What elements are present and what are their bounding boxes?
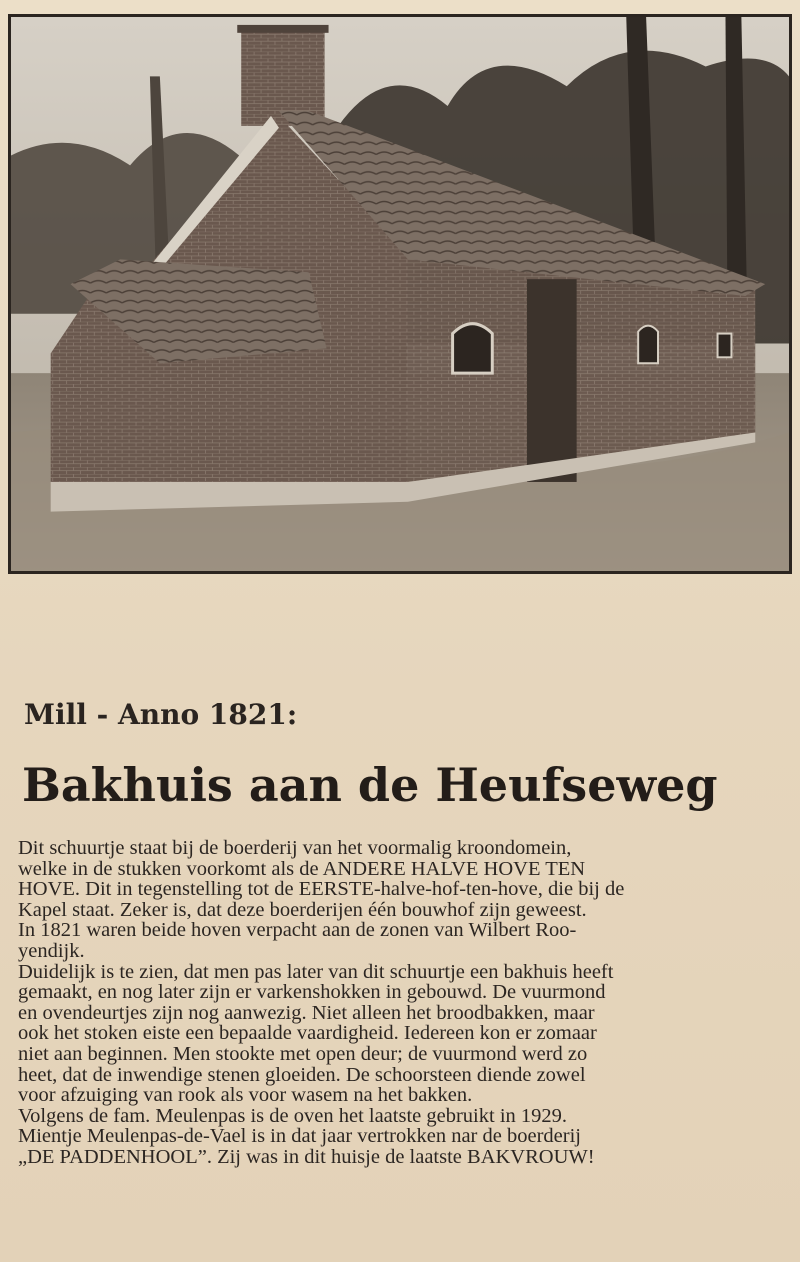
text-line: In 1821 waren beide hoven verpacht aan de zonen van Wilbert Roo-	[18, 919, 577, 942]
text-line: gemaakt, en nog later zijn er varkenshokken in gebouwd. De vuurmond	[18, 981, 606, 1004]
text-line: Kapel staat. Zeker is, dat deze boerderijen één bouwhof zijn geweest.	[18, 898, 587, 921]
text-line: niet aan beginnen. Men stookte met open deur; de vuurmond werd zo	[18, 1042, 588, 1065]
text-line: Volgens de fam. Meulenpas is de oven het laatste gebruikt in 1929.	[18, 1104, 568, 1127]
paragraph	[18, 838, 796, 962]
article-kicker: Mill - Anno 1821:	[24, 698, 298, 731]
text-line: heet, dat de inwendige stenen gloeiden. De schoorsteen diende zowel	[18, 1063, 586, 1086]
text-line: en ovendeurtjes zijn nog aanwezig. Niet alleen het broodbakken, maar	[18, 1001, 595, 1024]
text-line: yendijk.	[18, 939, 85, 962]
paragraph	[18, 1106, 796, 1168]
article-headline: Bakhuis aan de Heufseweg	[22, 758, 718, 812]
bakehouse-photo	[8, 14, 792, 574]
text-line: HOVE. Dit in tegenstelling tot de EERSTE-halve-hof-ten-hove, die bij de	[18, 878, 625, 901]
text-line: Duidelijk is te zien, dat men pas later van dit schuurtje een bakhuis heeft	[18, 960, 614, 983]
paragraph	[18, 962, 796, 1106]
text-line: Mientje Meulenpas-de-Vael is in dat jaar vertrokken nar de boerderij	[18, 1125, 581, 1148]
text-line: ook het stoken eiste een bepaalde vaardigheid. Iedereen kon er zomaar	[18, 1022, 597, 1045]
article-body	[18, 838, 796, 1168]
bakehouse-illustration	[11, 17, 789, 571]
text-line: voor afzuiging van rook als voor wasem na het bakken.	[18, 1084, 473, 1107]
text-line: „DE PADDENHOOL”. Zij was in dit huisje de laatste BAKVROUW!	[18, 1145, 595, 1168]
text-line: welke in de stukken voorkomt als de ANDERE HALVE HOVE TEN	[18, 857, 586, 880]
text-line: Dit schuurtje staat bij de boerderij van het voormalig kroondomein,	[18, 837, 572, 859]
